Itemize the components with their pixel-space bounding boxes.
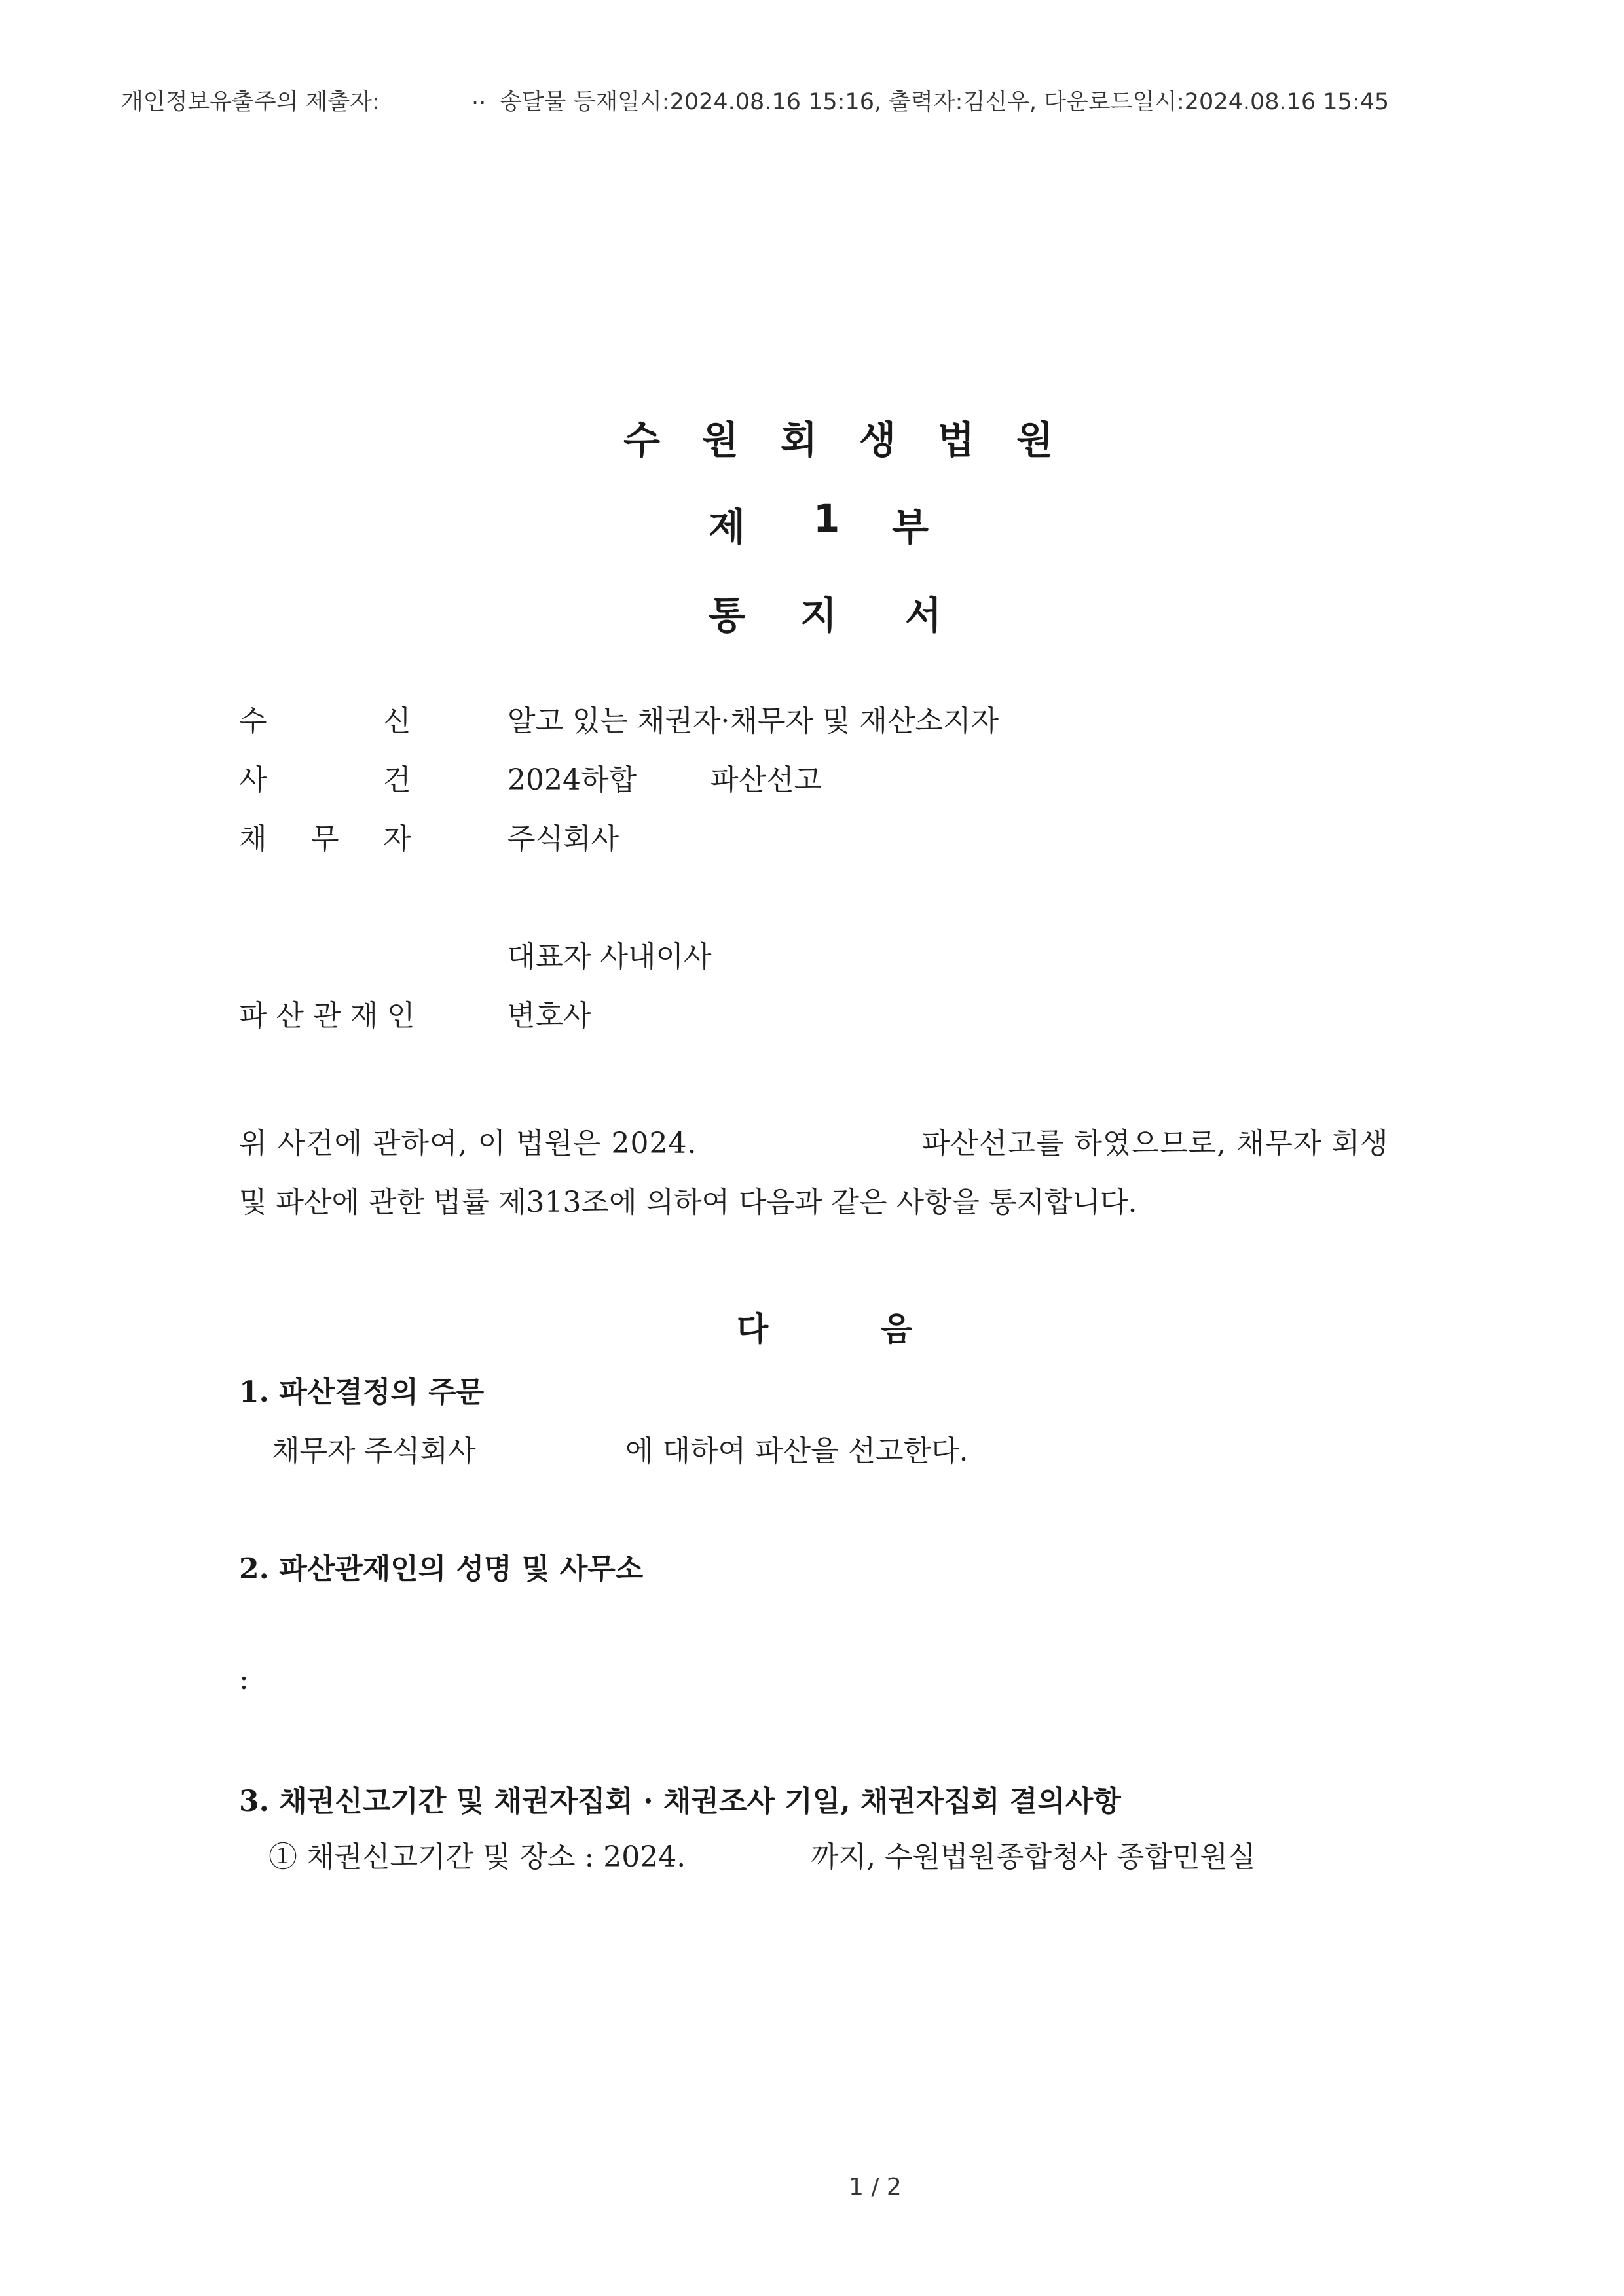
- doc-title-char: 서: [905, 593, 942, 638]
- court-char: 생: [859, 418, 896, 462]
- case-number: 2024하합: [507, 763, 637, 797]
- section2-title: 2. 파산관재인의 성명 및 사무소: [239, 1552, 644, 1586]
- case-name: 파산선고: [710, 763, 822, 797]
- debtor-label-char: 자: [383, 822, 411, 856]
- debtor-label-char: 채: [239, 822, 267, 856]
- division-char: 1: [813, 496, 840, 541]
- intro-line2: 및 파산에 관한 법률 제313조에 의하여 다음과 같은 사항을 통지합니다.: [239, 1186, 1137, 1219]
- next-heading-char: 다: [737, 1309, 769, 1348]
- page-number: 1 / 2: [849, 2174, 902, 2200]
- intro-line1-part2: 파산선고를 하였으므로, 채무자 회생: [922, 1127, 1389, 1160]
- division-char: 부: [892, 505, 929, 549]
- trustee-value: 변호사: [507, 999, 591, 1032]
- submitter-label: 개인정보유출주의 제출자:: [121, 89, 380, 115]
- trustee-label: 파산관재인: [239, 999, 424, 1032]
- submitter-dots: ..: [471, 84, 487, 110]
- court-char: 회: [781, 418, 818, 462]
- court-char: 수: [623, 418, 661, 462]
- debtor-value: 주식회사: [507, 822, 619, 856]
- case-label-char: 사: [239, 763, 267, 797]
- court-char: 원: [702, 418, 739, 462]
- download-stamp-header: [121, 84, 1390, 189]
- court-char: 원: [1016, 418, 1054, 462]
- section3-item1-part1: ① 채권신고기간 및 장소 : 2024.: [268, 1840, 686, 1874]
- case-label-char: 건: [383, 763, 411, 797]
- delivery-info: 송달물 등재일시:2024.08.16 15:16, 출력자:김신우, 다운로드일시:2024.08.16 15:45: [500, 89, 1390, 115]
- court-char: 법: [938, 418, 975, 462]
- doc-title-char: 지: [800, 593, 838, 638]
- section3-item1-part2: 까지, 수원법원종합청사 종합민원실: [811, 1840, 1256, 1874]
- doc-title-char: 통: [709, 593, 746, 638]
- recipient-value: 알고 있는 채권자·채무자 및 재산소지자: [507, 704, 999, 738]
- recipient-label-char: 신: [383, 704, 411, 738]
- intro-line1-part1: 위 사건에 관하여, 이 법원은 2024.: [239, 1127, 697, 1160]
- section3-title: 3. 채권신고기간 및 채권자집회 · 채권조사 기일, 채권자집회 결의사항: [239, 1785, 1121, 1818]
- section1-body-part1: 채무자 주식회사: [272, 1434, 476, 1468]
- section1-title: 1. 파산결정의 주문: [239, 1376, 485, 1409]
- section1-body-part2: 에 대하여 파산을 선고한다.: [625, 1434, 969, 1468]
- division-char: 제: [709, 505, 746, 549]
- recipient-label-char: 수: [239, 704, 267, 738]
- debtor-label-char: 무: [311, 822, 339, 856]
- next-heading-char: 음: [881, 1309, 913, 1348]
- section2-colon: :: [239, 1663, 249, 1696]
- representative: 대표자 사내이사: [507, 940, 712, 974]
